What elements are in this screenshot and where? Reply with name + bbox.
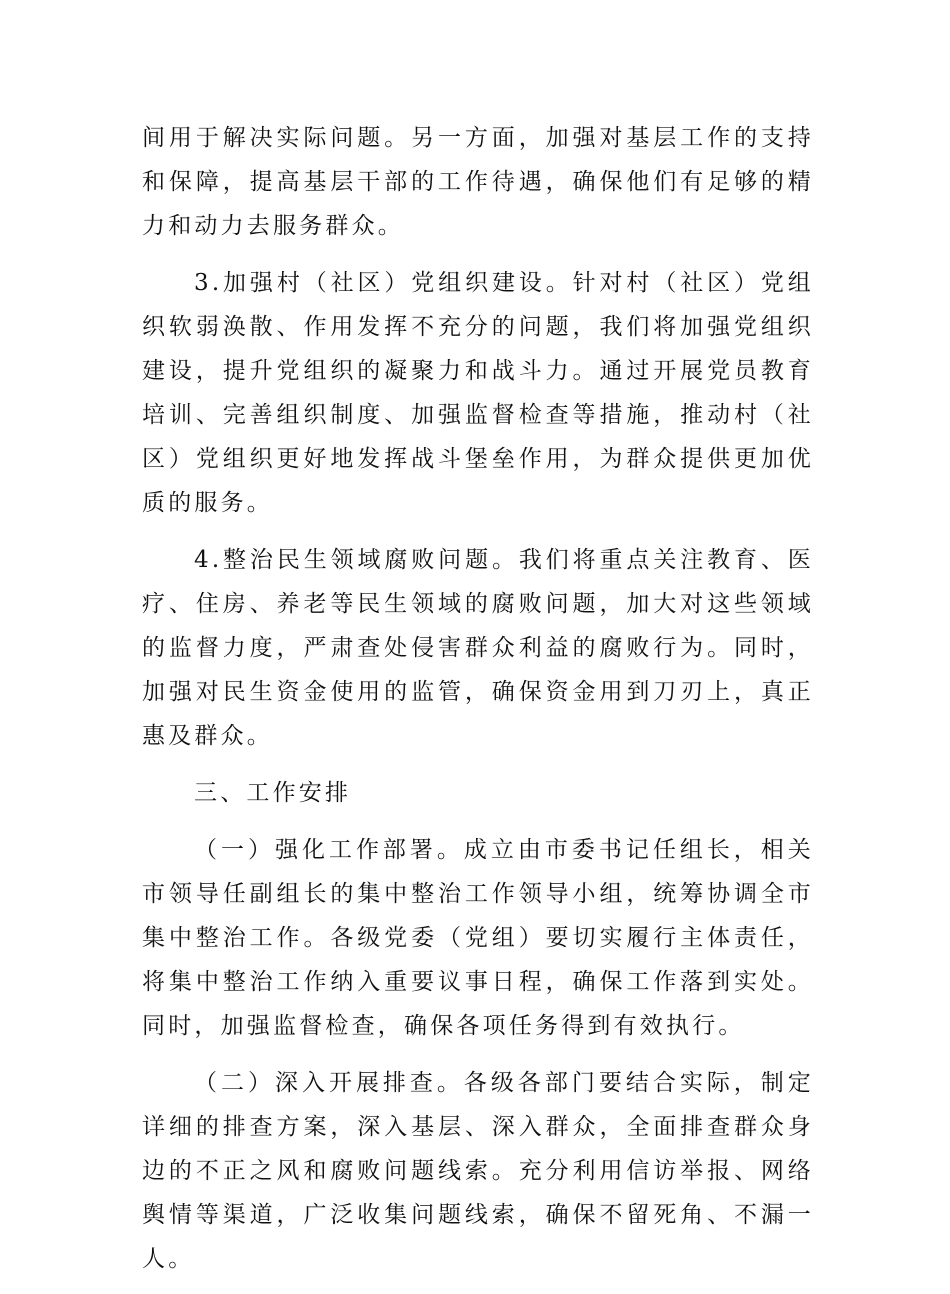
paragraph-subsection-1: （一）强化工作部署。成立由市委书记任组长，相关市领导任副组长的集中整治工作领导小组，统筹协调全市集中整治工作。各级党委（党组）要切实履行主体责任，将集中整治工作纳入重要议事日程，确保工作落到实处。同时，加强监督检查，确保各项任务得到有效执行。 <box>142 837 814 1039</box>
paragraph-subsection-2: （二）深入开展排查。各级各部门要结合实际，制定详细的排查方案，深入基层、深入群众，全面排查群众身边的不正之风和腐败问题线索。充分利用信访举报、网络舆情等渠道，广泛收集问题线索，确保不留死角、不漏一人。 <box>142 1070 814 1272</box>
section-heading-work-arrangement: 三、工作安排 <box>194 780 352 806</box>
paragraph-item-4: 4.整治民生领域腐败问题。我们将重点关注教育、医疗、住房、养老等民生领域的腐败问题，加大对这些领域的监督力度，严肃查处侵害群众利益的腐败行为。同时，加强对民生资金使用的监管，确保资金用到刀刃上，真正惠及群众。 <box>142 547 814 749</box>
paragraph-continuation: 间用于解决实际问题。另一方面，加强对基层工作的支持和保障，提高基层干部的工作待遇，确保他们有足够的精力和动力去服务群众。 <box>142 125 814 239</box>
paragraph-item-3: 3.加强村（社区）党组织建设。针对村（社区）党组织软弱涣散、作用发挥不充分的问题，我们将加强党组织建设，提升党组织的凝聚力和战斗力。通过开展党员教育培训、完善组织制度、加强监督检查等措施，推动村（社区）党组织更好地发挥战斗堡垒作用，为群众提供更加优质的服务。 <box>142 270 814 516</box>
document-body <box>142 116 814 1294</box>
